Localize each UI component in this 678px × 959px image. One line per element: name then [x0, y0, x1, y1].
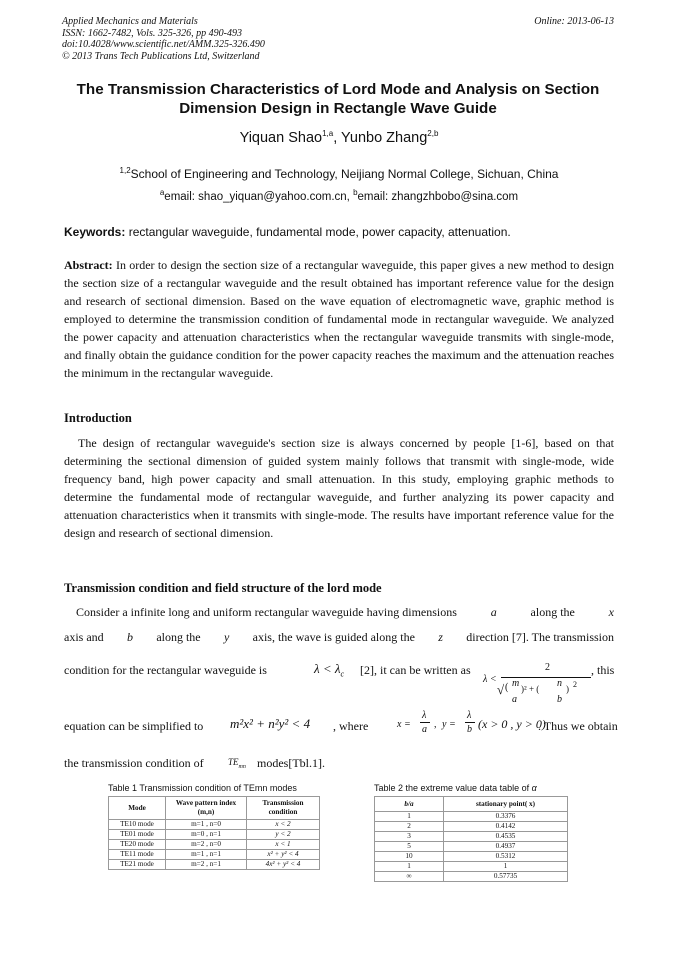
y-lambda: λ — [467, 710, 472, 721]
section-line-2 — [64, 630, 614, 645]
line3-text-c: , this — [591, 663, 615, 677]
line1-text-a: Consider a infinite long and uniform rectangular waveguide having dimensions — [76, 605, 457, 619]
affiliation-sup: 1,2 — [119, 166, 131, 175]
table2-cell: 5 — [375, 842, 444, 852]
table1-cell: TE10 mode — [109, 820, 166, 830]
table1-header: Mode — [109, 797, 166, 820]
table1-cell: m=2 , n=0 — [166, 840, 247, 850]
x-bar — [420, 722, 430, 723]
table1-header: Transmission condition — [247, 797, 320, 820]
line4-text-a: equation can be simplified to — [64, 719, 204, 733]
table1-cell: x² + y² < 4 — [247, 850, 320, 860]
formula-paren-open: ( — [505, 682, 509, 693]
table-row — [109, 820, 320, 830]
email-line — [0, 188, 678, 203]
table1-cell: m=2 , n=1 — [166, 860, 247, 870]
table-row — [375, 812, 568, 822]
introduction-text: The design of rectangular waveguide's section size is always concerned by people [1-6], based on that determining the sectional dimension of guided system mainly follows that transmit with single-mode, wide frequency band, high power capacity and small attenuation. In this study, employing graphic methods to determine the fundamental mode of rectangular waveguide, and further analyzing its power capacity and attenuation characteristics when it transmits with single-mode. The results have important reference value for the design and research of sectional dimension. — [64, 436, 614, 540]
issn-line: ISSN: 1662-7482, Vols. 325-326, pp 490-493 — [62, 27, 242, 39]
line3-text-a: condition for the rectangular waveguide is — [64, 663, 267, 677]
table-row — [375, 862, 568, 872]
te-sub: mn — [238, 763, 246, 770]
table-row — [109, 840, 320, 850]
table-row — [109, 830, 320, 840]
line2-text-a: axis and — [64, 630, 104, 644]
table1-cell: m=1 , n=1 — [166, 850, 247, 860]
simplified-equation: m²x² + n²y² < 4 — [230, 716, 311, 731]
table2-cell: 3 — [375, 832, 444, 842]
table2-cell: 10 — [375, 852, 444, 862]
formula-exp: 2 — [573, 680, 577, 689]
cutoff-formula — [483, 662, 595, 710]
formula-b: b — [557, 694, 562, 705]
email-a-sup: a — [159, 188, 165, 198]
table1-cell: y < 2 — [247, 830, 320, 840]
x-denom: a — [422, 724, 427, 735]
x-lambda: λ — [422, 710, 427, 721]
table2-cell: 2 — [375, 822, 444, 832]
table1-cell: 4x² + y² < 4 — [247, 860, 320, 870]
table2-header: stationary point( x) — [444, 797, 568, 812]
table1-cell: TE11 mode — [109, 850, 166, 860]
line2-text-d: direction [7]. The transmission — [466, 630, 614, 644]
table2-cell: 1 — [375, 812, 444, 822]
te-label: TE — [228, 757, 239, 767]
formula-numerator: 2 — [545, 662, 550, 673]
paper-title: The Transmission Characteristics of Lord Mode and Analysis on Section Dimension Design in Rectangle Wave Guide — [76, 81, 600, 117]
email-b-sup: b — [353, 188, 358, 198]
author-1: Yiquan Shao — [239, 130, 323, 146]
line1-text-b: along the — [530, 605, 575, 619]
email-a: email: shao_yiquan@yahoo.com.cn, — [164, 191, 354, 203]
email-b: email: zhangzhbobo@sina.com — [357, 191, 519, 203]
table-row — [375, 852, 568, 862]
symbol-z: z — [438, 630, 443, 644]
line2-text-c: axis, the wave is guided along the — [252, 630, 415, 644]
affiliation — [0, 167, 678, 181]
table1-cell: TE20 mode — [109, 840, 166, 850]
table2-cell: 0.5312 — [444, 852, 568, 862]
comma: , — [434, 719, 437, 730]
table1-caption: Table 1 Transmission condition of TEmn modes — [108, 783, 297, 793]
table-row — [375, 822, 568, 832]
keywords-text: rectangular waveguide, fundamental mode, power capacity, attenuation. — [125, 225, 511, 239]
table2-header: b/a — [375, 797, 444, 812]
affiliation-text: School of Engineering and Technology, Neijiang Normal College, Sichuan, China — [130, 167, 559, 181]
line5-text-b: modes[Tbl.1]. — [257, 756, 325, 770]
positivity-condition: (x > 0 , y > 0) — [478, 717, 546, 731]
table1 — [108, 796, 320, 870]
x-eq: x = — [397, 719, 411, 730]
table2-cell: 1 — [444, 862, 568, 872]
table2 — [374, 796, 568, 882]
abstract — [64, 256, 614, 382]
table1-header: Wave pattern index (m,n) — [166, 797, 247, 820]
cond-sub-c: c — [340, 669, 345, 679]
author-line — [0, 130, 678, 146]
author-1-sup: 1,a — [322, 129, 334, 139]
table2-caption-symbol: α — [531, 783, 537, 793]
table1-cell: m=1 , n=0 — [166, 820, 247, 830]
table2-cell: 1 — [375, 862, 444, 872]
author-2-sup: 2,b — [427, 129, 439, 139]
formula-n: n — [557, 678, 562, 689]
online-date: Online: 2013-06-13 — [534, 16, 614, 27]
y-bar — [465, 722, 475, 723]
table1-cell: m=0 , n=1 — [166, 830, 247, 840]
doi-line: doi:10.4028/www.scientific.net/AMM.325-326.490 — [62, 39, 265, 50]
formula-lhs: λ < — [483, 674, 497, 685]
formula-paren-close: ) — [566, 684, 569, 694]
symbol-b: b — [126, 630, 133, 644]
table-row — [375, 872, 568, 882]
table2-caption-text: Table 2 the extreme value data table of — [374, 783, 530, 793]
table2-caption — [374, 783, 537, 793]
author-2: Yunbo Zhang — [341, 130, 428, 146]
table-row — [375, 832, 568, 842]
formula-m: m — [512, 678, 520, 689]
abstract-label: Abstract: — [64, 258, 113, 272]
symbol-x: x — [608, 605, 614, 619]
keywords — [64, 225, 511, 239]
section-heading: Transmission condition and field structure of the lord mode — [64, 581, 382, 595]
formula-plus: )² + ( — [521, 684, 540, 694]
te-mode-symbol — [228, 757, 246, 770]
y-eq: y = — [442, 719, 456, 730]
table2-cell: 0.4535 — [444, 832, 568, 842]
table1-cell: TE01 mode — [109, 830, 166, 840]
symbol-a: a — [490, 605, 497, 619]
table-row — [109, 860, 320, 870]
section-line-1 — [64, 605, 614, 620]
table-row — [375, 842, 568, 852]
line4-text-b: , where — [333, 719, 369, 733]
y-denom: b — [467, 724, 472, 735]
journal-name: Applied Mechanics and Materials — [62, 16, 198, 27]
symbol-y: y — [223, 630, 230, 644]
line2-text-b: along the — [156, 630, 201, 644]
table2-cell: 0.57735 — [444, 872, 568, 882]
formula-a: a — [512, 694, 517, 705]
line3-text-b: [2], it can be written as — [360, 663, 471, 677]
abstract-text: In order to design the section size of a rectangular waveguide, this paper gives a new method to design the section size of a rectangular waveguide and the result obtained has important reference value for the design and research of sectional dimension. Based on the wave equation of electromagnetic wave, graphic method is employed to determine the transmission condition of fundamental mode in rectangular waveguide. We analyzed the power capacity and attenuation characteristics when the rectangular waveguide transmits with single-mode, and finally obtain the guidance condition for the power capacity reaches the maximum and the attenuation reaches the minimum in the rectangular waveguide. — [64, 258, 614, 380]
table1-cell: x < 2 — [247, 820, 320, 830]
transmission-condition — [314, 661, 344, 679]
table2-cell: 0.4937 — [444, 842, 568, 852]
keywords-label: Keywords: — [64, 225, 126, 239]
table2-cell: ∞ — [375, 872, 444, 882]
table1-cell: x < 1 — [247, 840, 320, 850]
line5-text-a: the transmission condition of — [64, 756, 204, 770]
table2-cell: 0.3376 — [444, 812, 568, 822]
copyright-line: © 2013 Trans Tech Publications Ltd, Switzerland — [62, 50, 260, 62]
formula-sqrt: √ — [497, 682, 505, 697]
table1-cell: TE21 mode — [109, 860, 166, 870]
introduction-heading: Introduction — [64, 411, 132, 425]
author-separator: , — [333, 130, 342, 146]
table2-cell: 0.4142 — [444, 822, 568, 832]
journal-header — [62, 16, 265, 62]
table-row — [109, 850, 320, 860]
cond-lambda: λ < λ — [314, 661, 341, 676]
line4-text-c: . Thus we obtain — [538, 719, 618, 733]
